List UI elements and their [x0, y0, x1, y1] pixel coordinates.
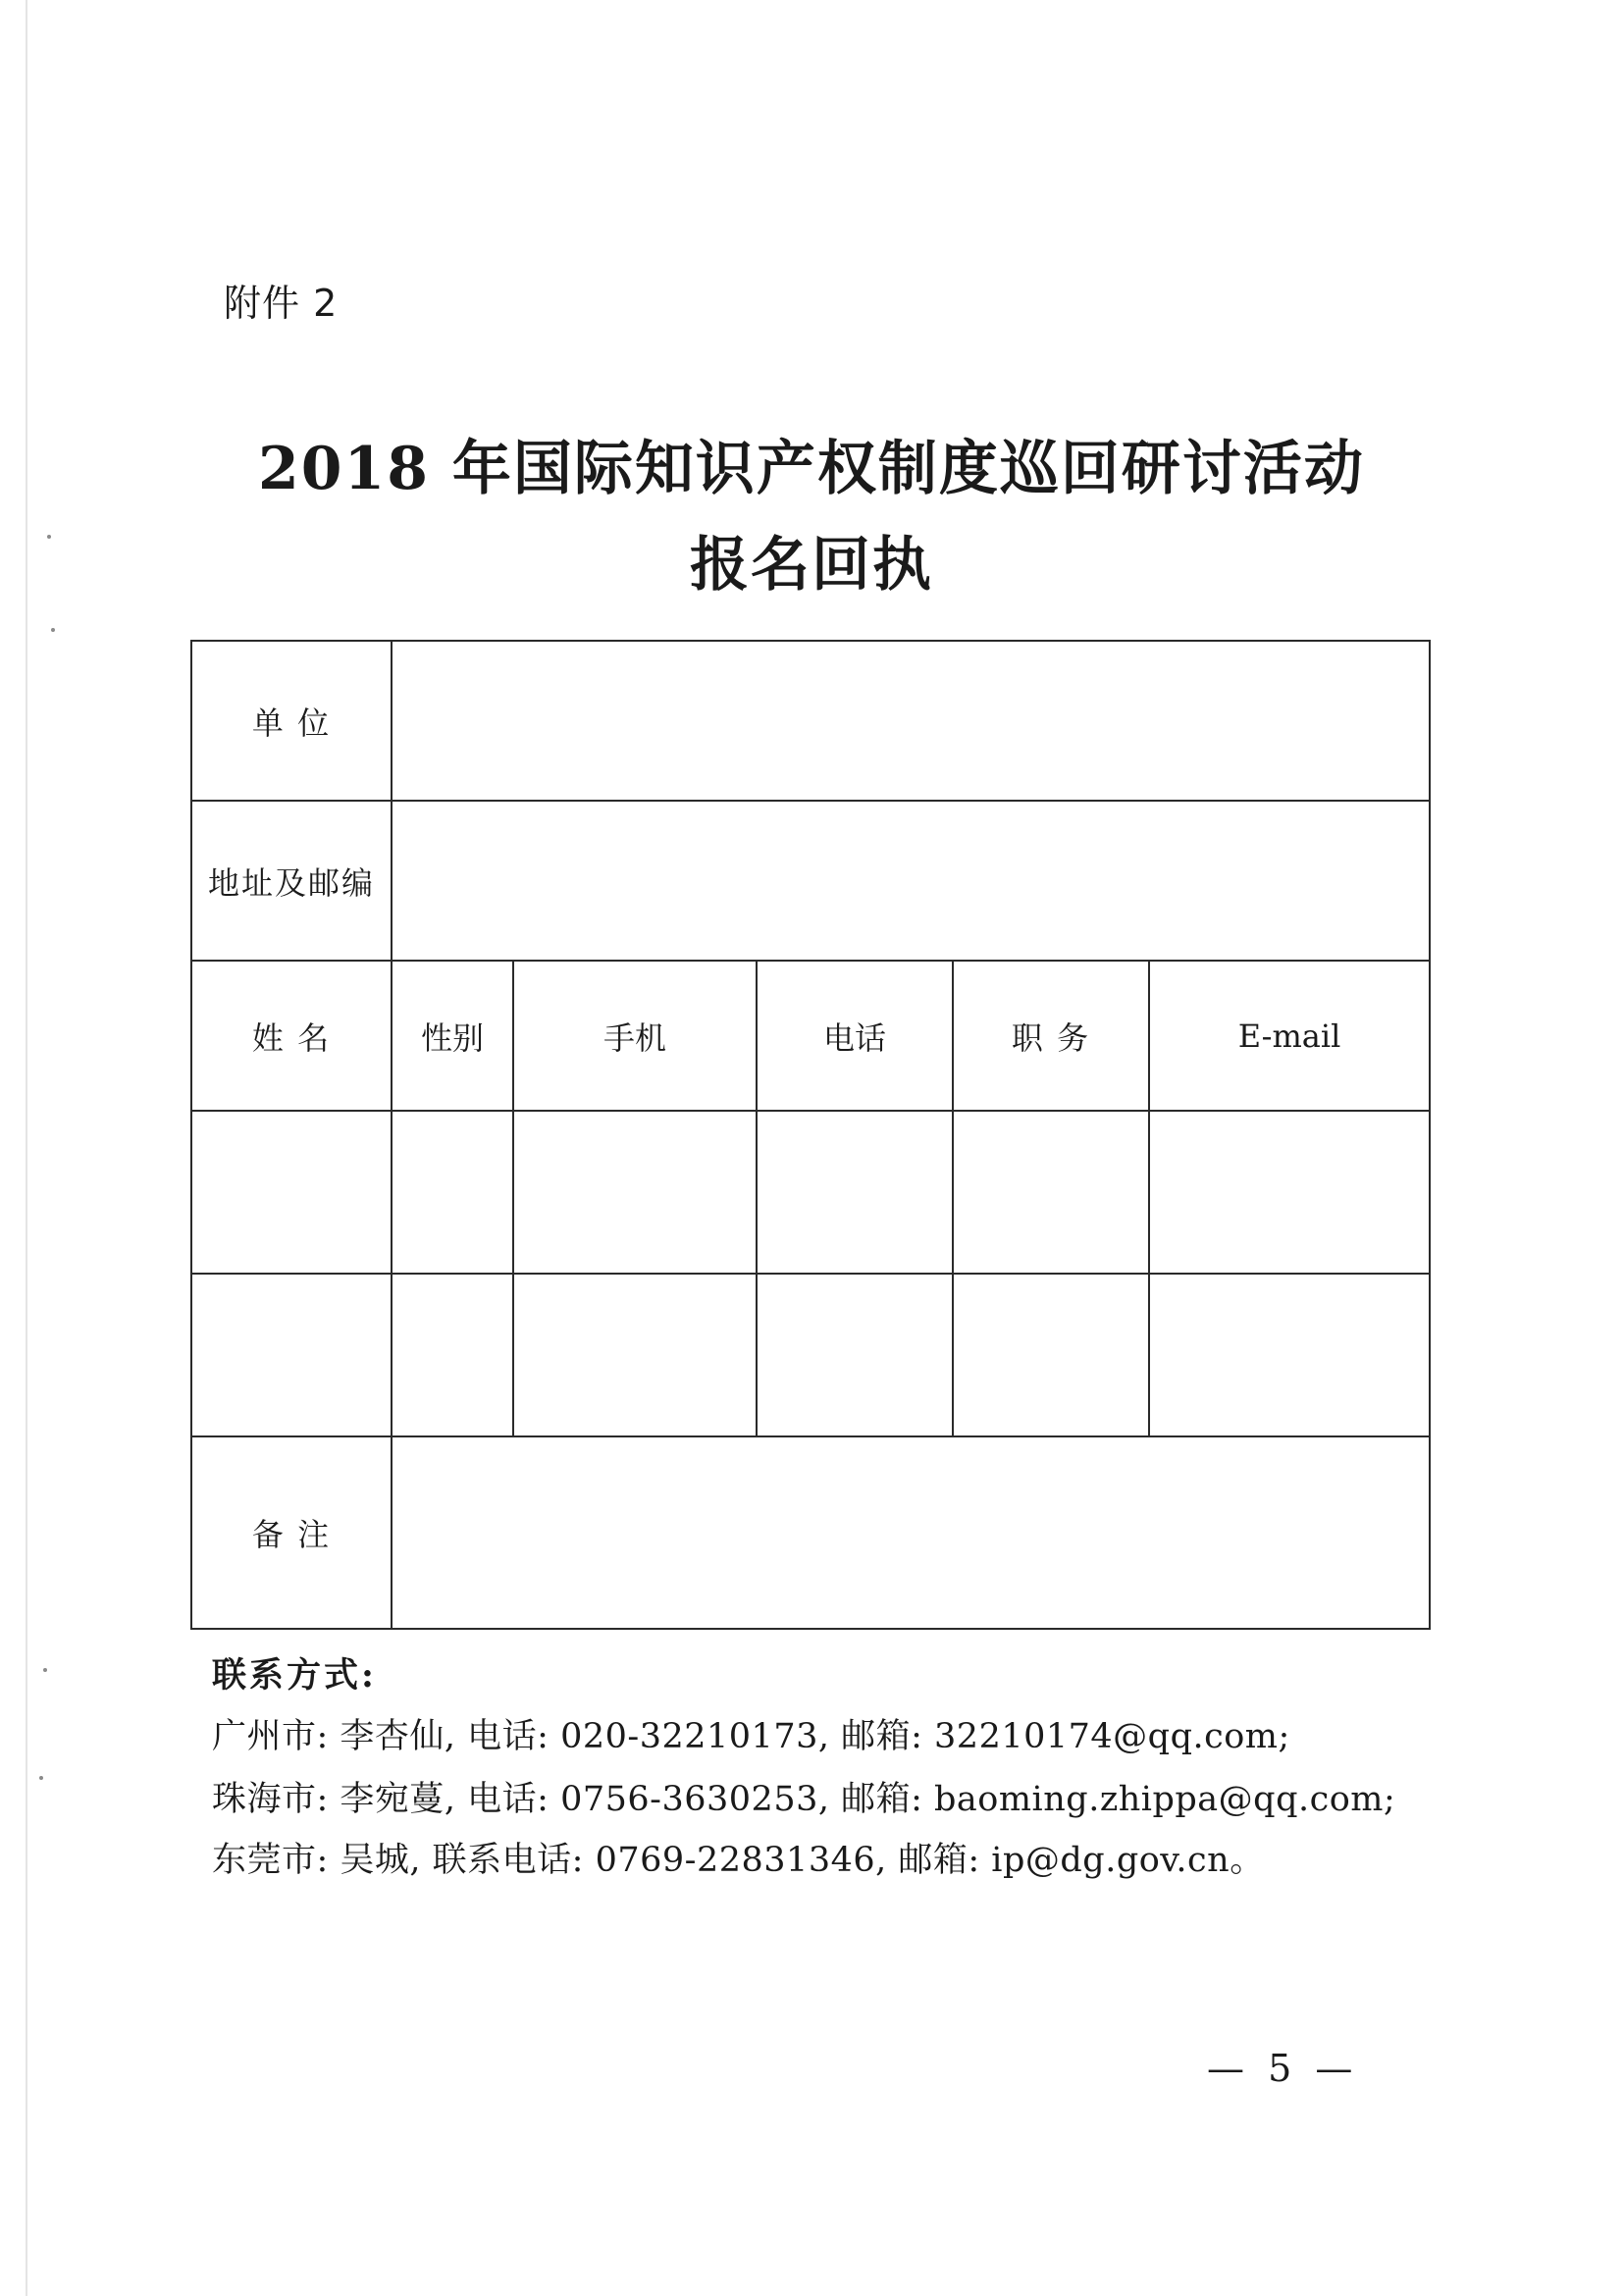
position-field[interactable] [953, 1111, 1149, 1274]
notes-row [191, 1436, 1430, 1629]
address-field[interactable] [392, 801, 1430, 961]
page-number: — 5 — [1207, 2047, 1359, 2090]
address-label: 地址及邮编 [191, 801, 392, 961]
address-row [191, 801, 1430, 961]
registration-form-table [190, 640, 1431, 1630]
unit-label: 单 位 [191, 641, 392, 801]
column-header-row [191, 961, 1430, 1111]
contact-line-zhuhai: 珠海市: 李宛蔓, 电话: 0756-3630253, 邮箱: baoming.zhippa@qq.com; [212, 1780, 1396, 1819]
unit-row [191, 641, 1430, 801]
scan-speck [43, 1668, 47, 1672]
unit-field[interactable] [392, 641, 1430, 801]
notes-field[interactable] [392, 1436, 1430, 1629]
contact-line-dongguan: 东莞市: 吴城, 联系电话: 0769-22831346, 邮箱: ip@dg.gov.cn。 [212, 1841, 1265, 1880]
phone-field[interactable] [757, 1274, 953, 1436]
scan-speck [39, 1776, 43, 1780]
mobile-column-header: 手机 [513, 961, 757, 1111]
mobile-field[interactable] [513, 1111, 757, 1274]
notes-label: 备 注 [191, 1436, 392, 1629]
contacts-heading: 联系方式: [212, 1655, 377, 1696]
email-column-header: E-mail [1149, 961, 1430, 1111]
name-field[interactable] [191, 1111, 392, 1274]
position-field[interactable] [953, 1274, 1149, 1436]
position-column-header: 职 务 [953, 961, 1149, 1111]
phone-field[interactable] [757, 1111, 953, 1274]
phone-column-header: 电话 [757, 961, 953, 1111]
document-subtitle: 报名回执 [690, 531, 933, 600]
gender-column-header: 性别 [392, 961, 513, 1111]
name-column-header: 姓 名 [191, 961, 392, 1111]
email-field[interactable] [1149, 1111, 1430, 1274]
email-field[interactable] [1149, 1274, 1430, 1436]
mobile-field[interactable] [513, 1274, 757, 1436]
contact-line-guangzhou: 广州市: 李杏仙, 电话: 020-32210173, 邮箱: 32210174@qq.com; [212, 1717, 1290, 1756]
attendee-row [191, 1274, 1430, 1436]
attendee-row [191, 1111, 1430, 1274]
scan-speck [51, 628, 55, 632]
document-title: 2018 年国际知识产权制度巡回研讨活动 [258, 435, 1365, 503]
gender-field[interactable] [392, 1111, 513, 1274]
scan-edge [26, 0, 27, 2296]
name-field[interactable] [191, 1274, 392, 1436]
gender-field[interactable] [392, 1274, 513, 1436]
attachment-label: 附件 2 [224, 282, 339, 325]
